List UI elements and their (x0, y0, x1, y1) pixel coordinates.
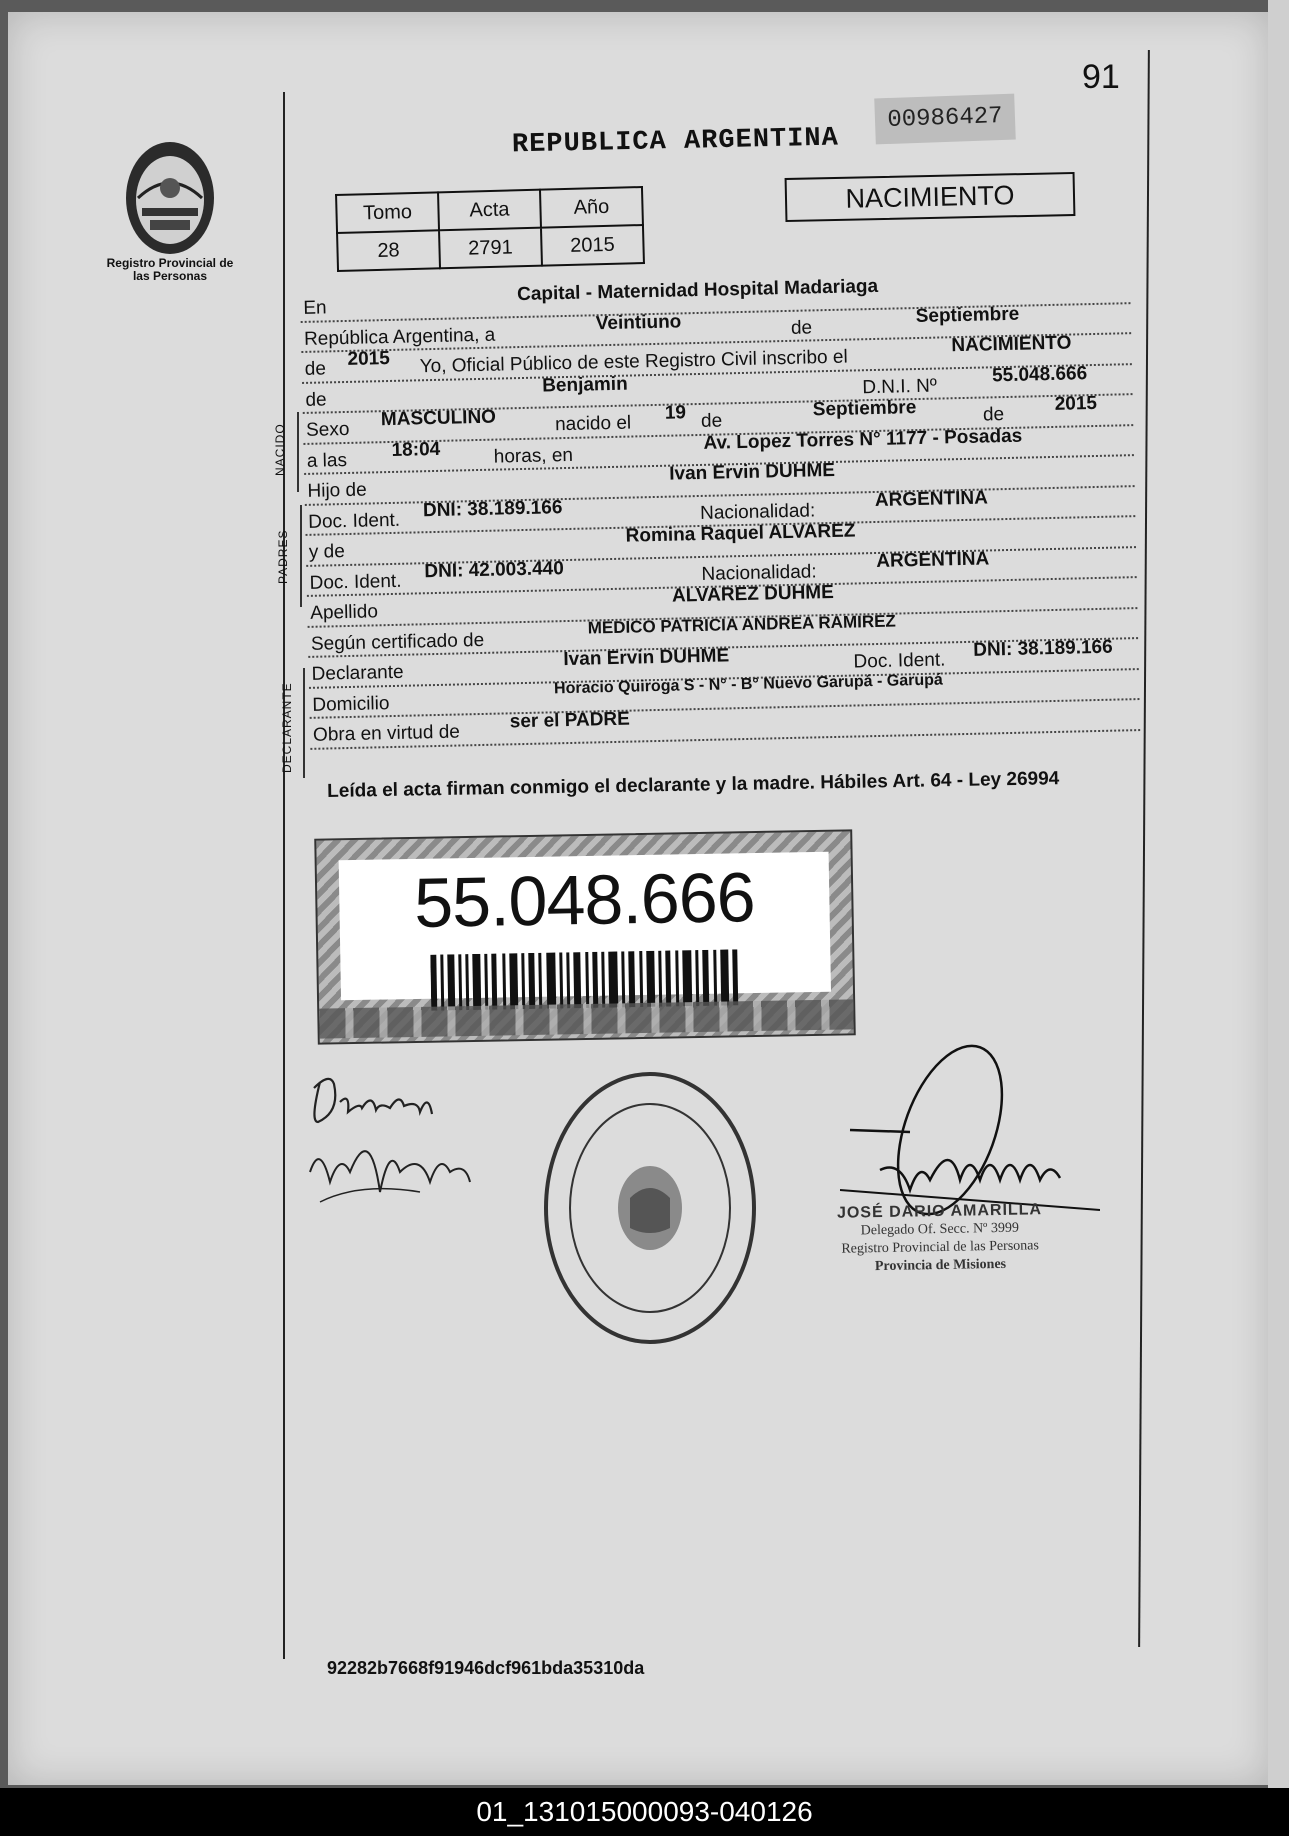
father-name-value: Ivan Ervin DUHME (668, 459, 836, 485)
field-label: Domicilio (312, 692, 390, 716)
document-title: REPUBLICA ARGENTINA (511, 123, 840, 161)
act-type-box: NACIMIENTO (785, 172, 1076, 222)
inscription-value: NACIMIENTO (951, 332, 1072, 357)
birth-month-value: Septiembre (812, 397, 917, 421)
birth-day-value: 19 (664, 402, 687, 424)
logo-caption: Registro Provincial de las Personas (106, 256, 234, 283)
field-label: nacido el (554, 412, 632, 436)
signatures-left (300, 1062, 500, 1237)
field-label: Doc. Ident. (853, 649, 946, 673)
field-label: Doc. Ident. (309, 570, 402, 594)
field-label: Apellido (310, 601, 379, 624)
place-value: Capital - Maternidad Hospital Madariaga (516, 275, 879, 306)
document-hash: 92282b7668f91946dcf961bda35310da (327, 1658, 645, 1678)
child-dni-value: 55.048.666 (991, 362, 1088, 386)
field-label: Obra en virtud de (312, 721, 461, 746)
file-name-bar: 01_131015000093-040126 (0, 1788, 1289, 1836)
field-label: Doc. Ident. (307, 509, 401, 533)
tomo-acta-table (335, 186, 645, 272)
section-bar (297, 412, 299, 492)
official-stamp (779, 1200, 1100, 1278)
table-cell: 2015 (541, 225, 644, 266)
page-edge (1268, 0, 1289, 1790)
field-label: de (982, 404, 1005, 426)
field-label: D.N.I. Nº (862, 375, 938, 398)
birth-time-value: 18:04 (391, 438, 441, 461)
declarant-value: Ivan Ervin DUHME (563, 645, 730, 671)
year-value: 2015 (347, 347, 391, 370)
day-value: Veintiuno (595, 310, 682, 334)
child-name-value: Benjamin (541, 373, 628, 397)
field-label: Según certificado de (310, 629, 485, 655)
declarant-doc-value: DNI: 38.189.166 (973, 636, 1113, 661)
table-cell: 2791 (439, 228, 542, 269)
certificate-value: MEDICO PATRICIA ANDREA RAMIREZ (587, 611, 897, 638)
official-title: Delegado Of. Secc. Nº 3999 (860, 1220, 1020, 1239)
mother-doc-value: DNI: 42.003.440 (424, 557, 564, 582)
barcode-panel (339, 852, 831, 1001)
serial-number: 00986427 (874, 94, 1016, 145)
sex-value: MASCULINO (380, 406, 497, 431)
surname-value: ALVAREZ DUHME (671, 581, 835, 607)
barcode-number: 55.048.666 (413, 858, 756, 942)
mother-nationality-value: ARGENTINA (876, 547, 990, 572)
table-header: Acta (438, 190, 541, 231)
field-label: Sexo (305, 418, 350, 441)
month-value: Septiembre (915, 303, 1020, 327)
field-label: Nacionalidad: (699, 499, 816, 524)
field-label: Hijo de (307, 479, 367, 502)
address-value: Horacio Quiroga S - N° - B° Nuevo Garupá - Garupá (553, 671, 944, 697)
official-office: Registro Provincial de las Personas (841, 1238, 1040, 1257)
left-margin-line (283, 92, 285, 1659)
barcode-label (314, 829, 856, 1044)
official-seal (540, 1068, 760, 1353)
father-nationality-value: ARGENTINA (874, 486, 989, 511)
provincial-logo (120, 138, 220, 258)
section-bar (303, 668, 305, 778)
barcode-pattern-strip (319, 999, 853, 1038)
mother-name-value: Romina Raquel ALVAREZ (625, 520, 856, 547)
official-name: JOSÉ DARIO AMARILLA (836, 1201, 1043, 1222)
section-label-nacido: NACIDO (273, 423, 287, 476)
closing-statement: Leída el acta firman conmigo el declarante y la madre. Hábiles Art. 64 - Ley 26994 (327, 768, 1060, 802)
field-label: Nacionalidad: (701, 560, 817, 585)
field-label: de (304, 358, 327, 380)
field-label: Declarante (311, 661, 404, 685)
field-label: a las (306, 449, 348, 472)
father-doc-value: DNI: 38.189.166 (422, 496, 563, 521)
table-cell: 28 (337, 230, 440, 271)
field-label: Yo, Oficial Público de este Registro Civil inscribo el (419, 346, 848, 378)
field-label: horas, en (493, 444, 574, 468)
field-label: y de (308, 541, 346, 563)
section-label-declarante: DECLARANTE (280, 682, 294, 773)
field-label: En (303, 297, 327, 319)
section-label-padres: PADRES (276, 529, 290, 584)
official-province: Provincia de Misiones (874, 1256, 1007, 1275)
table-header: Tomo (336, 192, 439, 233)
table-header: Año (540, 187, 643, 228)
birth-year-value: 2015 (1054, 392, 1098, 415)
page-number: 91 (1082, 58, 1120, 96)
field-label: República Argentina, a (303, 324, 496, 350)
field-label: de (305, 388, 327, 411)
field-label: de (790, 316, 813, 339)
section-bar (300, 505, 302, 607)
field-label: de (700, 410, 723, 432)
birth-place-value: Av. Lopez Torres N° 1177 - Posadas (703, 425, 1023, 454)
registry-form (300, 273, 1140, 749)
obra-value: ser el PADRE (509, 708, 631, 733)
